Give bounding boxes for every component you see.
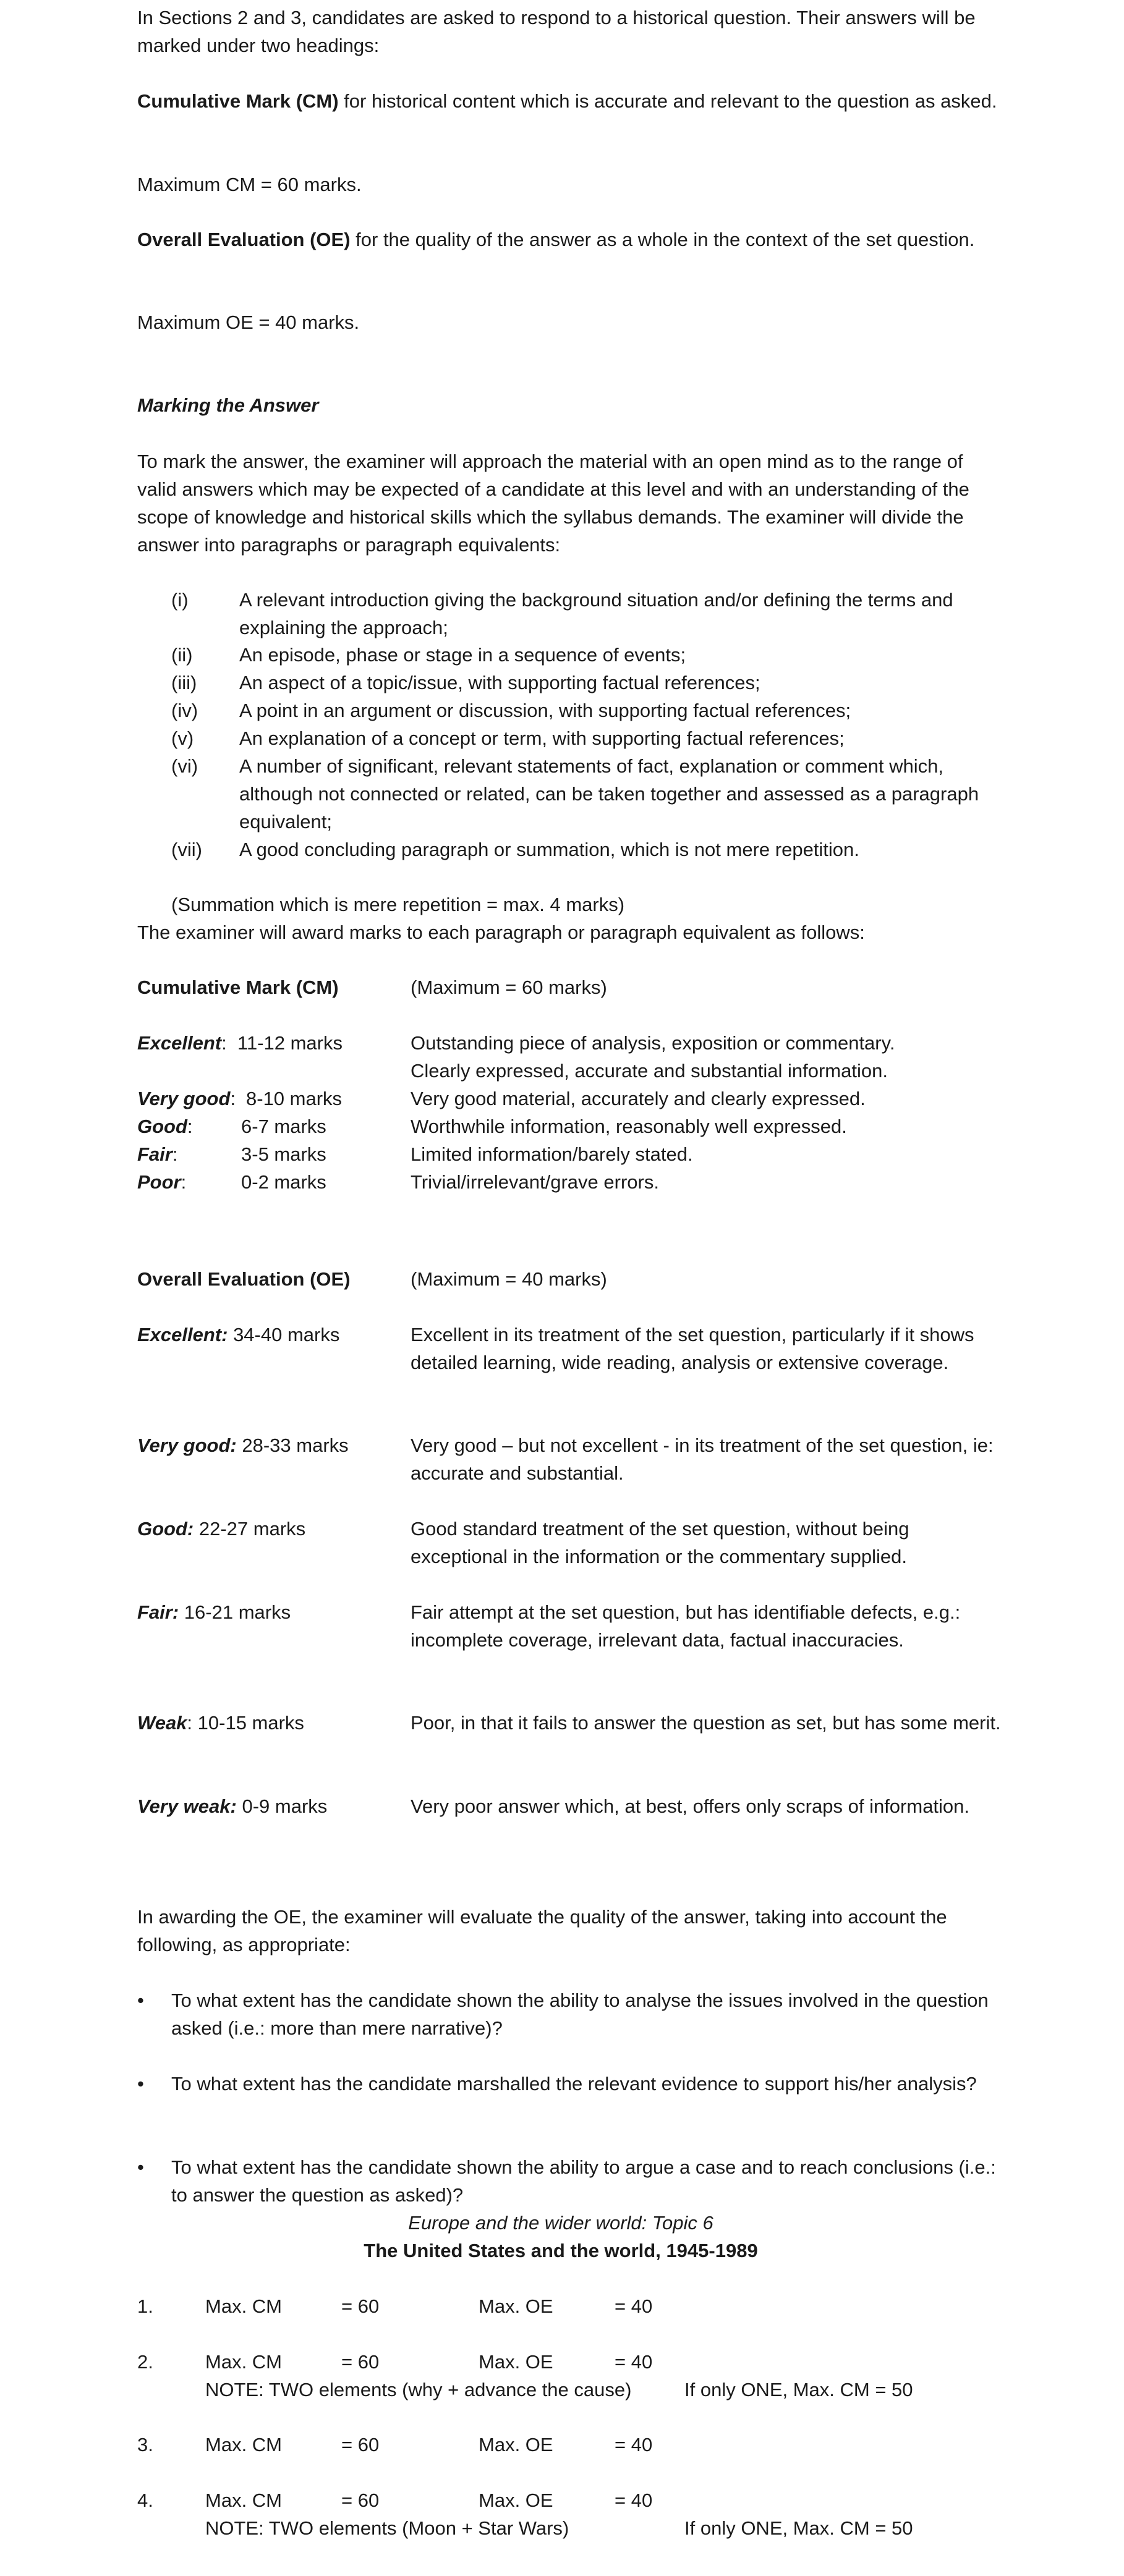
bullet-item: To what extent has the candidate shown the ability to argue a case and to reach conclusions (i.e.: to answer the question as asked)? <box>171 2156 996 2206</box>
oe-grade-label: Very weak: 0-9 marks <box>137 1795 328 1817</box>
cm-grade-row: Very good: <box>137 1088 236 1109</box>
cm-grade-description: Trivial/irrelevant/grave errors. <box>411 1171 659 1193</box>
cm-grade-row: Fair: <box>137 1143 178 1165</box>
cm-grade-marks: 0-2 marks <box>241 1171 326 1193</box>
bullet-icon: • <box>137 2073 144 2095</box>
award-paragraph: The examiner will award marks to each paragraph or paragraph equivalent as follows: <box>137 922 865 943</box>
oe-grade-label: Excellent: 34-40 marks <box>137 1324 340 1345</box>
list-item-text: A number of significant, relevant statements of fact, explanation or comment which, although not connected or related, can be taken together and assessed as a paragraph equivalent; <box>239 755 979 833</box>
oe-label: Overall Evaluation (OE) <box>137 229 351 250</box>
bullet-item: To what extent has the candidate marshalled the relevant evidence to support his/her analysis? <box>171 2073 977 2095</box>
oe-grade-description: Very good – but not excellent - in its treatment of the set question, ie: accurate and substantial. <box>411 1434 994 1484</box>
oe-table-maximum: (Maximum = 40 marks) <box>411 1268 607 1290</box>
list-item-number: (iii) <box>171 672 197 693</box>
cm-grade-description: Outstanding piece of analysis, exposition or commentary. <box>411 1032 895 1054</box>
list-item-number: (vii) <box>171 839 202 860</box>
cm-definition <box>137 87 1003 115</box>
cm-maximum: Maximum CM = 60 marks. <box>137 174 362 195</box>
intro-paragraph: In Sections 2 and 3, candidates are asked to respond to a historical question. Their answers will be marked under two headings: <box>137 7 976 56</box>
cm-grade-marks: 3-5 marks <box>241 1143 326 1165</box>
cm-grade-row: Good: <box>137 1116 193 1137</box>
marking-paragraph: To mark the answer, the examiner will approach the material with an open mind as to the range of valid answers which may be expected of a candidate at this level and with an understanding of the scope of knowledge and historical skills which the syllabus demands. The examiner will divide the answer into paragraphs or paragraph equivalents: <box>137 451 969 556</box>
oe-grade-description: Good standard treatment of the set question, without being exceptional in the information or the commentary supplied. <box>411 1518 909 1567</box>
list-item-text: An aspect of a topic/issue, with supporting factual references; <box>239 672 760 693</box>
list-item-text: An episode, phase or stage in a sequence of events; <box>239 644 686 666</box>
list-item-text: A point in an argument or discussion, with supporting factual references; <box>239 700 851 721</box>
summation-note: (Summation which is mere repetition = max. 4 marks) <box>171 894 625 915</box>
oe-grade-label: Very good: 28-33 marks <box>137 1434 349 1456</box>
list-item-number: (vi) <box>171 755 198 777</box>
cm-label: Cumulative Mark (CM) <box>137 90 339 112</box>
cm-text: for historical content which is accurate and relevant to the question as asked. <box>338 90 997 112</box>
cm-grade-row: Poor: <box>137 1171 187 1193</box>
oe-maximum: Maximum OE = 40 marks. <box>137 311 360 333</box>
list-item-text: A relevant introduction giving the background situation and/or defining the terms and explaining the approach; <box>239 589 953 638</box>
bullet-item: To what extent has the candidate shown the ability to analyse the issues involved in the question asked (i.e.: more than mere narrative)? <box>171 1989 989 2039</box>
list-item-text: A good concluding paragraph or summation, which is not mere repetition. <box>239 839 859 860</box>
list-item-number: (i) <box>171 589 189 611</box>
topic-subtitle: Europe and the wider world: Topic 6 <box>408 2212 713 2234</box>
cm-grade-marks: 11-12 marks <box>237 1032 343 1054</box>
oe-text: for the quality of the answer as a whole in the context of the set question. <box>350 229 975 250</box>
cm-grade-description: Very good material, accurately and clearly expressed. <box>411 1088 866 1109</box>
awarding-paragraph: In awarding the OE, the examiner will evaluate the quality of the answer, taking into account the following, as appropriate: <box>137 1906 947 1955</box>
list-item-number: (ii) <box>171 644 193 666</box>
oe-table-heading: Overall Evaluation (OE) <box>137 1268 351 1290</box>
question-note-fallback: If only ONE, Max. CM = 50 <box>684 2379 913 2400</box>
question-note-fallback: If only ONE, Max. CM = 50 <box>684 2517 913 2539</box>
oe-grade-description: Poor, in that it fails to answer the question as set, but has some merit. <box>411 1712 1001 1734</box>
cm-grade-description: Limited information/barely stated. <box>411 1143 693 1165</box>
question-note: NOTE: TWO elements (why + advance the cause) <box>205 2379 632 2400</box>
question-note: NOTE: TWO elements (Moon + Star Wars) <box>205 2517 569 2539</box>
oe-grade-description: Excellent in its treatment of the set question, particularly if it shows detailed learning, wide reading, analysis or extensive coverage. <box>411 1324 974 1373</box>
cm-grade-description: Worthwhile information, reasonably well expressed. <box>411 1116 847 1137</box>
list-item-text: An explanation of a concept or term, with supporting factual references; <box>239 727 845 749</box>
cm-grade-marks: 6-7 marks <box>241 1116 326 1137</box>
oe-grade-label: Fair: 16-21 marks <box>137 1601 291 1623</box>
cm-table-heading: Cumulative Mark (CM) <box>137 977 339 998</box>
cm-grade-row: Excellent: <box>137 1032 227 1054</box>
marking-heading: Marking the Answer <box>137 394 319 416</box>
oe-grade-description: Very poor answer which, at best, offers only scraps of information. <box>411 1795 970 1817</box>
oe-grade-label: Weak: 10-15 marks <box>137 1712 304 1734</box>
list-item-number: (v) <box>171 727 194 749</box>
oe-grade-label: Good: 22-27 marks <box>137 1518 306 1540</box>
oe-grade-description: Fair attempt at the set question, but has identifiable defects, e.g.: incomplete coverage, irrelevant data, factual inaccuracies. <box>411 1601 961 1651</box>
bullet-icon: • <box>137 1989 144 2011</box>
bullet-icon: • <box>137 2156 144 2178</box>
cm-grade-marks: 8-10 marks <box>246 1088 343 1109</box>
topic-title: The United States and the world, 1945-1989 <box>364 2240 758 2261</box>
oe-definition <box>137 226 1003 253</box>
list-item-number: (iv) <box>171 700 198 721</box>
cm-table-maximum: (Maximum = 60 marks) <box>411 977 607 998</box>
cm-grade-description: Clearly expressed, accurate and substantial information. <box>411 1060 888 1082</box>
